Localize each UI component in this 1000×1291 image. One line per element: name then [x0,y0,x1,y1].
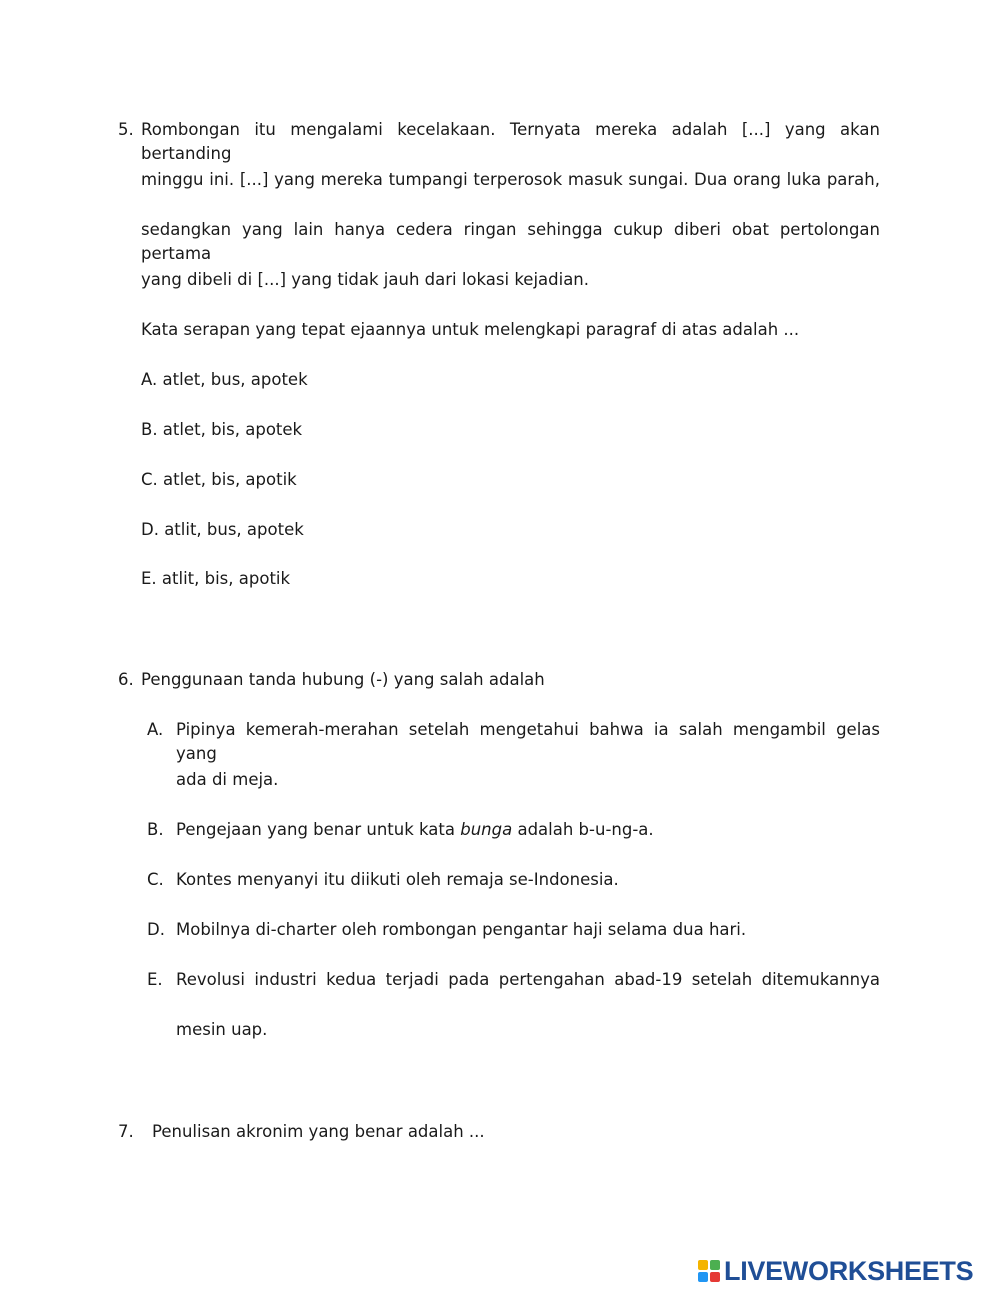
q6-option-b-post: adalah b-u-ng-a. [512,820,654,839]
question-5-prompt: Kata serapan yang tepat ejaannya untuk melengkapi paragraf di atas adalah ... [141,320,800,339]
q6-option-e-letter[interactable]: E. [147,970,163,989]
q5-option-d[interactable]: D. atlit, bus, apotek [141,520,304,539]
logo-mark-icon [698,1260,720,1282]
q6-option-c-letter[interactable]: C. [147,870,164,889]
question-6-number: 6. [118,670,134,689]
liveworksheets-logo [698,1256,973,1286]
q6-option-b-letter[interactable]: B. [147,820,164,839]
q5-option-c[interactable]: C. atlet, bis, apotik [141,470,297,489]
question-5-line-2: minggu ini. [...] yang mereka tumpangi terperosok masuk sungai. Dua orang luka parah, [141,170,880,189]
q6-option-b-italic-word: bunga [460,820,513,839]
logo-square-v [698,1272,708,1282]
question-5-line-3: sedangkan yang lain hanya cedera ringan sehingga cukup diberi obat pertolongan pertama [141,220,880,263]
question-5-number: 5. [118,120,134,139]
q5-option-a[interactable]: A. atlet, bus, apotek [141,370,308,389]
q6-option-c-text[interactable]: Kontes menyanyi itu diikuti oleh remaja se-Indonesia. [176,870,619,889]
q5-option-e[interactable]: E. atlit, bis, apotik [141,569,291,588]
logo-square-e [710,1272,720,1282]
question-6-text: Penggunaan tanda hubung (-) yang salah adalah [141,670,545,689]
q6-option-a-letter[interactable]: A. [147,720,164,739]
question-5-line-4: yang dibeli di [...] yang tidak jauh dari lokasi kejadian. [141,270,590,289]
q6-option-e-line-2[interactable]: mesin uap. [176,1020,268,1039]
q6-option-d-text[interactable]: Mobilnya di-charter oleh rombongan pengantar haji selama dua hari. [176,920,747,939]
q6-option-b-pre: Pengejaan yang benar untuk kata [176,820,461,839]
question-5-line-1: Rombongan itu mengalami kecelakaan. Ternyata mereka adalah [...] yang akan bertanding [141,120,880,163]
q6-option-b-text[interactable] [176,818,654,842]
logo-square-l [698,1260,708,1270]
question-7-number: 7. [118,1122,134,1141]
q5-option-b[interactable]: B. atlet, bis, apotek [141,420,303,439]
logo-square-i [710,1260,720,1270]
logo-text: LIVEWORKSHEETS [724,1255,974,1286]
q6-option-e-line-1[interactable]: Revolusi industri kedua terjadi pada pertengahan abad-19 setelah ditemukannya [176,970,880,989]
q6-option-d-letter[interactable]: D. [147,920,165,939]
q6-option-a-line-1[interactable]: Pipinya kemerah-merahan setelah mengetahui bahwa ia salah mengambil gelas yang [176,720,880,763]
question-7-text: Penulisan akronim yang benar adalah ... [152,1122,485,1141]
q6-option-a-line-2[interactable]: ada di meja. [176,770,279,789]
